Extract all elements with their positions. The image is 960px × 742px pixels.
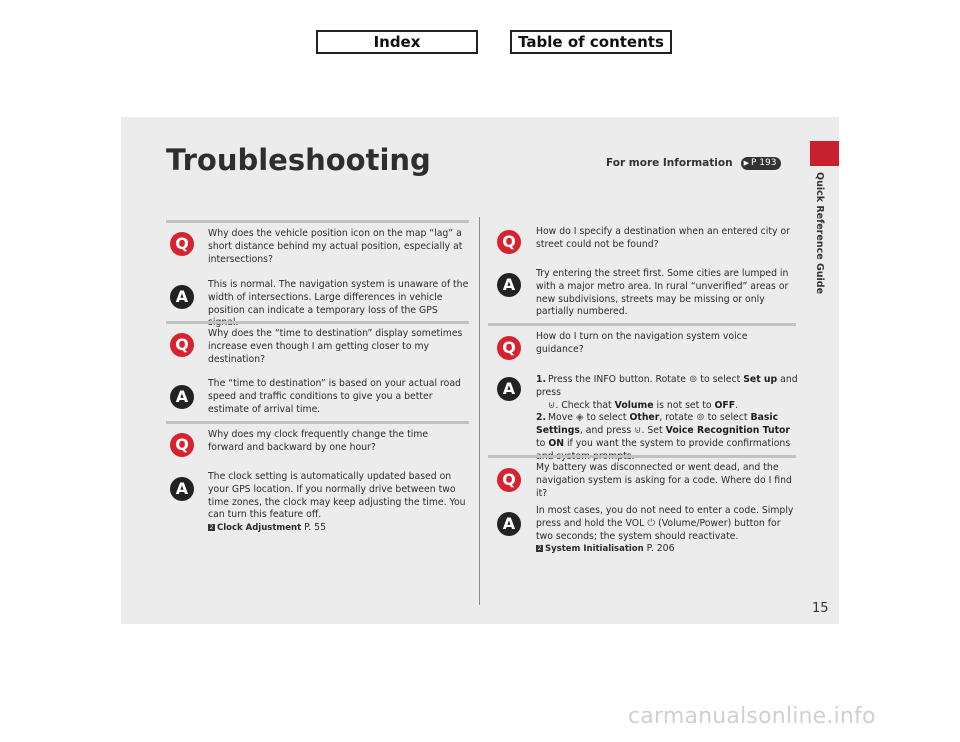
answer-steps [536,374,798,464]
watermark: carmanualsonline.info [628,704,876,729]
more-info-page-link[interactable]: ▶ P 193 [741,157,782,170]
question-icon: Q [497,230,521,254]
move-icon: ◈ [575,412,584,424]
question-text: How do I turn on the navigation system voice guidance? [536,331,748,355]
reference-page: P. 206 [646,543,675,555]
answer-icon: A [497,512,521,536]
answer-text: The “time to destination” is based on your actual road speed and traffic conditions to give you a better estimate of arrival time. [208,378,461,415]
answer-text: The clock setting is automatically updated based on your GPS location. If you normally drive between two time zones, the clock may keep adjusting the time. You can turn this feature off. [208,471,466,521]
more-info [606,157,781,170]
qa-separator [488,323,796,326]
step-2: 2. Move ◈ to select Other, rotate ⊚ to select Basic Settings, and press ⊍. Set Voice Recognition Tutor to ON if you want the system to provide confirmations [536,412,791,449]
step-1: 1. Press the INFO button. Rotate ⊚ to select Set up and press ⊍. Check that Volume is not set to OFF. [536,374,798,411]
question-text: How do I specify a destination when an entered city or street could not be found? [536,226,790,250]
answer-text: Try entering the street first. Some cities are lumped in with a major metro area. In rural “unverified” areas or new subdivisions, streets may be missing or only partially numbered. [536,268,789,318]
qa-separator [488,455,796,458]
interface-dial-icon: ⊚ [688,374,698,385]
section-side-label: Quick Reference Guide [814,172,825,295]
enter-icon: ⊍ [634,425,642,437]
index-button[interactable]: Index [316,30,478,54]
qa-separator [166,321,469,324]
answer-block [208,471,470,535]
page-title: Troubleshooting [166,143,431,177]
table-of-contents-button[interactable]: Table of contents [510,30,672,54]
answer-block: In most cases, you do not need to enter a code. Simply press and hold the VOL ⏻ (Volume/Power) button for two seconds; the system should reactivate. 2 System Initialisation P. 206 [536,505,794,555]
question-text: Why does my clock frequently change the time forward and backward by one hour? [208,429,429,453]
qa-separator [166,421,469,424]
reference-link[interactable]: Clock Adjustment [217,523,302,534]
column-divider [479,217,480,605]
reference-link[interactable]: System Initialisation [545,544,644,555]
question-icon: Q [170,433,194,457]
question-text: Why does the “time to destination” display sometimes increase even though I am getting closer to my destination? [208,328,463,365]
answer-icon: A [497,377,521,401]
enter-icon: ⊍ [548,399,556,411]
reference-page: P. 55 [304,522,327,534]
reference-icon: 2 [537,545,542,553]
question-icon: Q [497,336,521,360]
answer-icon: A [497,273,521,297]
question-icon: Q [497,468,521,492]
interface-dial-icon: ⊚ [696,412,705,424]
more-info-label: For more Information [606,157,733,169]
power-icon: ⏻ [647,517,656,529]
question-text: My battery was disconnected or went dead, and the navigation system is asking for a code. Where do I find it? [536,462,792,499]
question-text: Why does the vehicle position icon on the map “lag” a short distance behind my actual position, especially at intersections? [208,228,463,265]
question-icon: Q [170,232,194,256]
section-tab-marker [810,141,839,166]
arrow-icon: ▶ [743,159,749,167]
page-number: 15 [812,601,829,616]
qa-separator [166,220,469,223]
answer-text: This is normal. The navigation system is unaware of the width of intersections. Large differences in vehicle position can indicate a temporary loss of the GPS [208,279,469,316]
reference-icon: 2 [209,524,214,532]
question-icon: Q [170,333,194,357]
answer-icon: A [170,477,194,501]
answer-icon: A [170,285,194,309]
answer-icon: A [170,385,194,409]
